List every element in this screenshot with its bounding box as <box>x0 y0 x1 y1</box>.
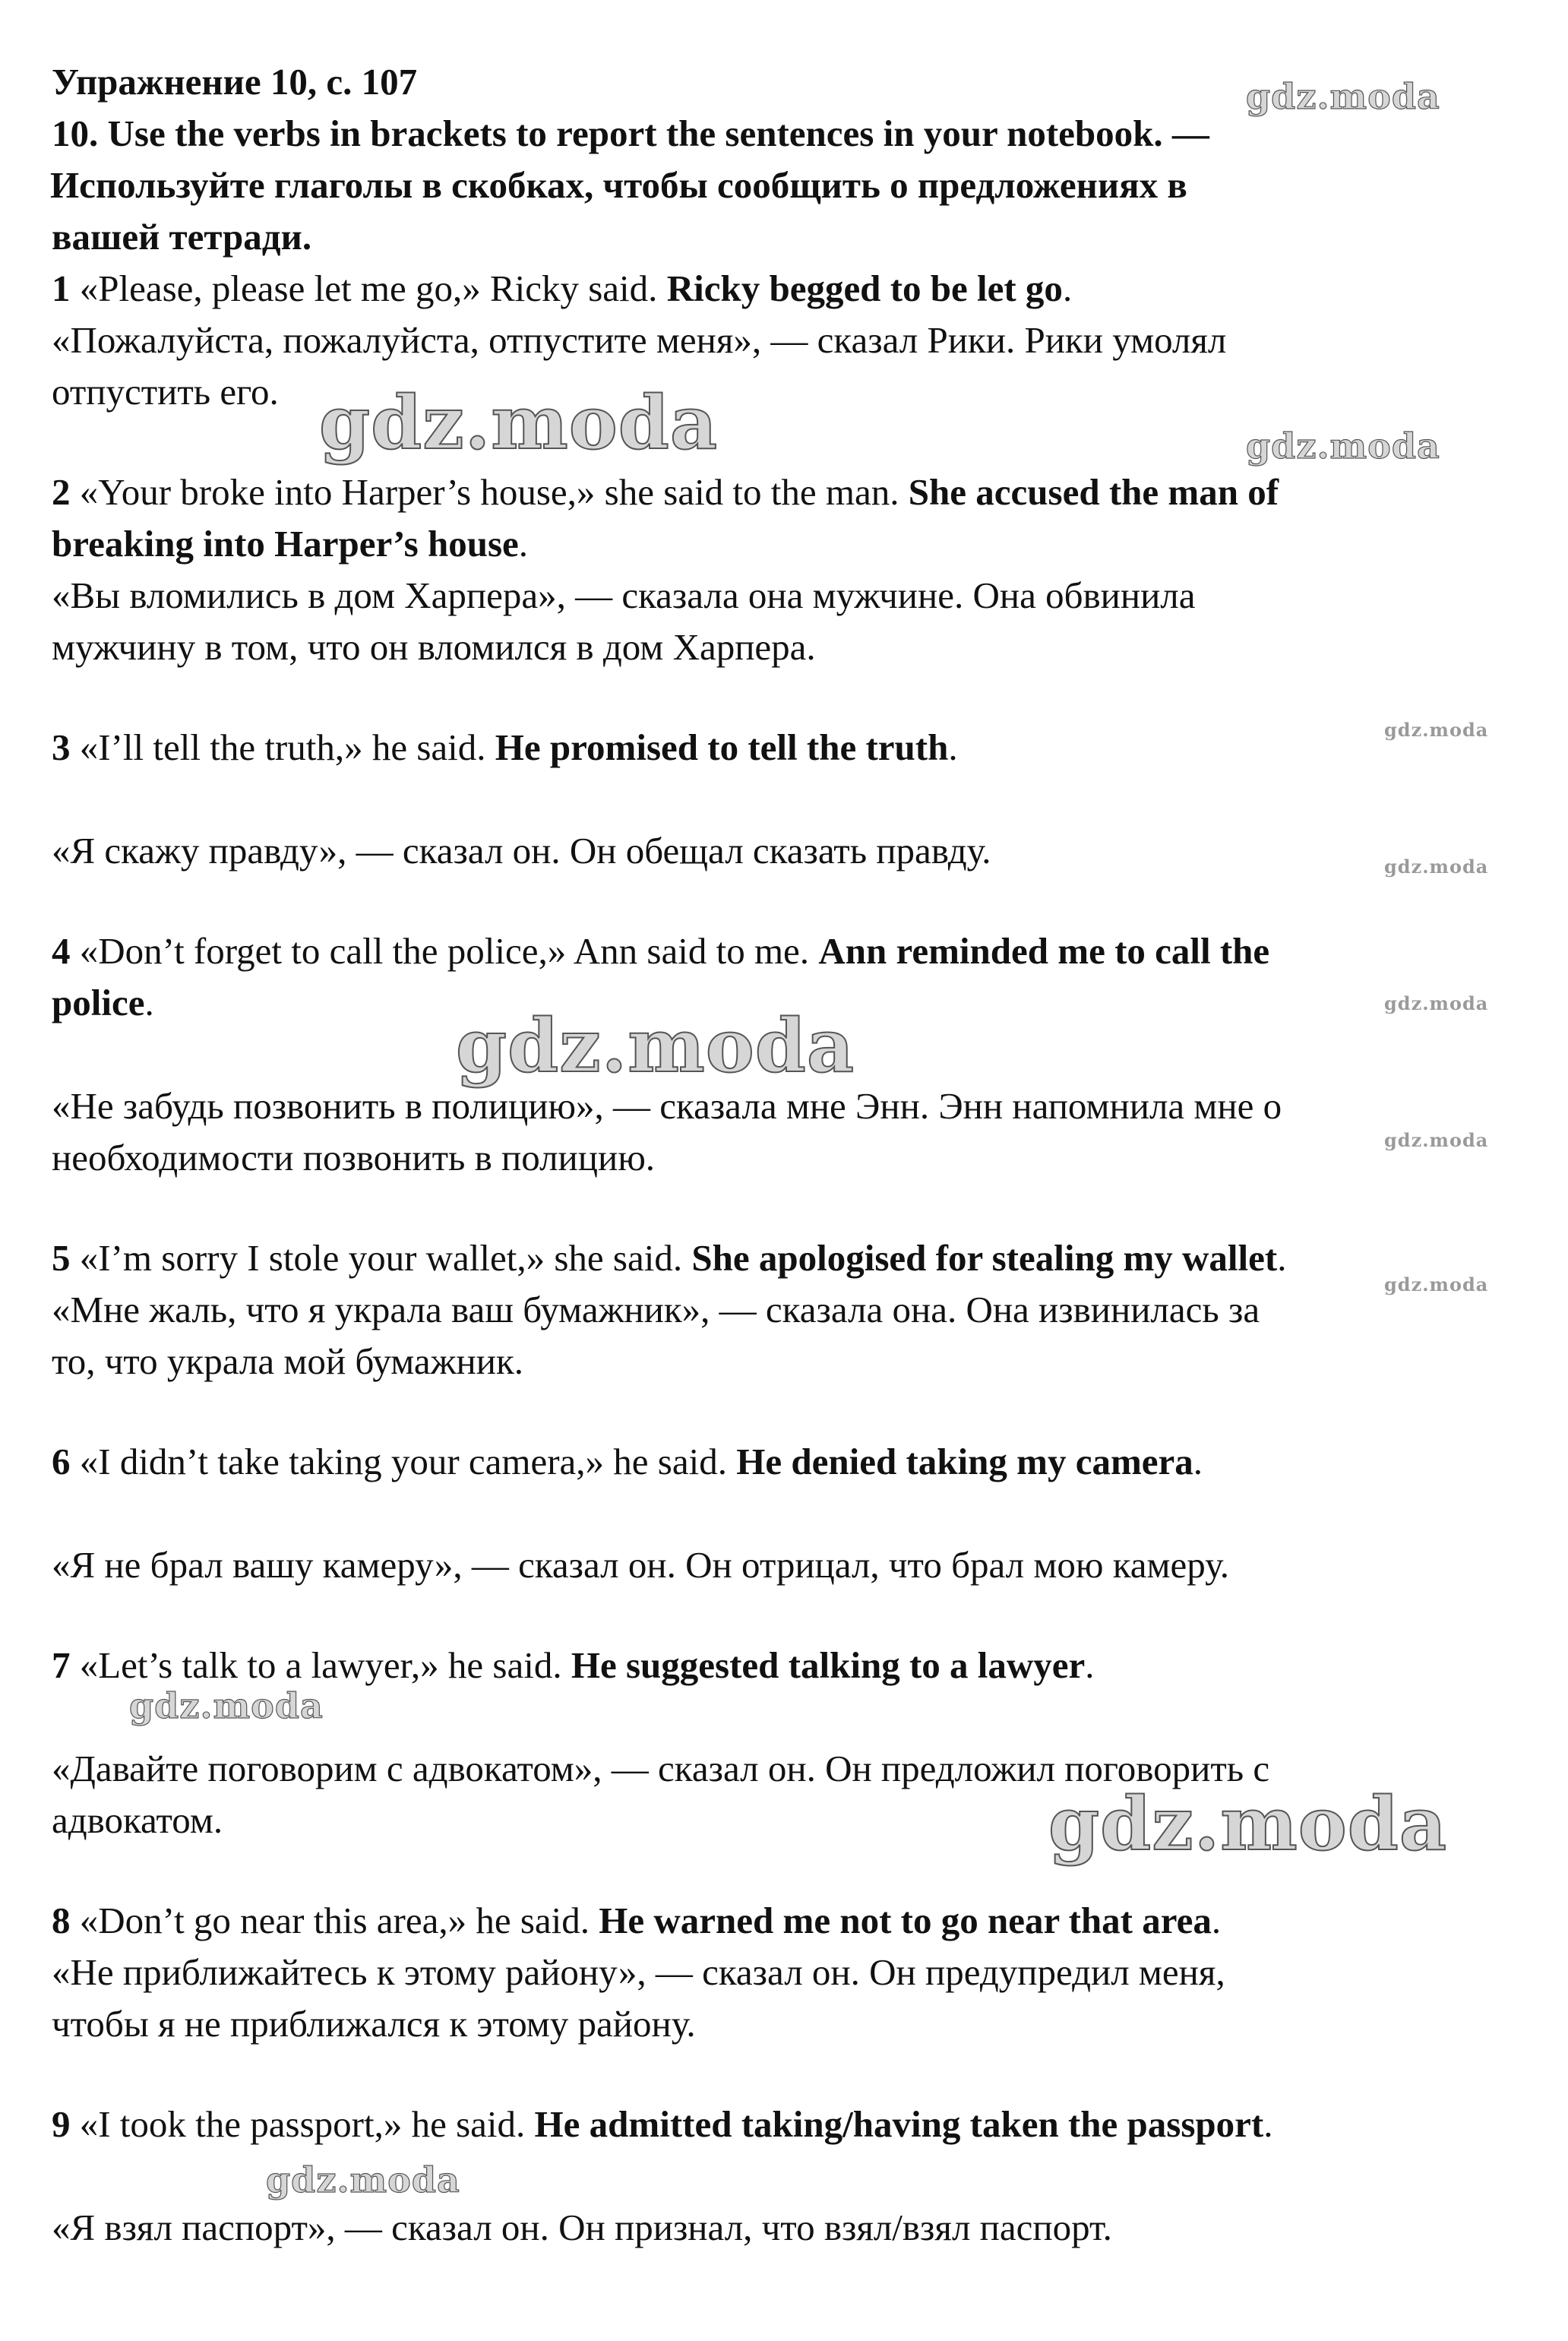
item-quote: «Your broke into Harper’s house,» she said to the man. <box>70 471 909 513</box>
item-answer: He warned me not to go near that area <box>599 1900 1212 1941</box>
watermark: gdz.moda <box>1246 76 1440 117</box>
watermark: gdz.moda <box>266 2159 460 2200</box>
item-quote: «I didn’t take taking your camera,» he said. <box>70 1441 737 1482</box>
item-quote: «I’ll tell the truth,» he said. <box>70 726 495 768</box>
item-4-english-line-2: police. <box>52 982 154 1023</box>
item-answer: Ann reminded me to call the <box>818 930 1270 972</box>
watermark: gdz.moda <box>456 1003 855 1089</box>
item-1-english: 1 «Please, please let me go,» Ricky said. Ricky begged to be let go. <box>52 267 1073 309</box>
watermark: gdz.moda <box>319 380 719 466</box>
item-2-english-line-2: breaking into Harper’s house. <box>52 523 529 565</box>
item-1-russian-line-2: отпустить его. <box>52 371 279 413</box>
item-answer: She apologised for stealing my wallet <box>691 1237 1278 1279</box>
item-quote: «Please, please let me go,» Ricky said. <box>70 267 667 309</box>
item-3-russian-line-1: «Я скажу правду», — сказал он. Он обещал сказать правду. <box>52 830 991 872</box>
watermark: gdz.moda <box>1384 1129 1489 1151</box>
item-number: 8 <box>52 1900 71 1941</box>
item-1-russian-line-1: «Пожалуйста, пожалуйста, отпустите меня», — сказал Рики. Рики умолял <box>52 319 1227 361</box>
item-quote: «I’m sorry I stole your wallet,» she said. <box>70 1237 692 1279</box>
task-line-2: Используйте глаголы в скобках, чтобы сообщить о предложениях в <box>50 164 1187 206</box>
item-8-russian-line-1: «Не приближайтесь к этому району», — сказал он. Он предупредил меня, <box>52 1951 1225 1993</box>
item-quote: «Don’t forget to call the police,» Ann said to me. <box>70 930 819 972</box>
task-line-1: 10. Use the verbs in brackets to report the sentences in your notebook. — <box>52 112 1209 154</box>
item-quote: «I took the passport,» he said. <box>70 2103 535 2145</box>
item-number: 1 <box>52 267 71 309</box>
item-answer: He promised to tell the truth <box>495 726 949 768</box>
item-answer: Ricky begged to be let go <box>666 267 1063 309</box>
item-6-russian-line-1: «Я не брал вашу камеру», — сказал он. Он отрицал, что брал мою камеру. <box>52 1544 1230 1586</box>
watermark: gdz.moda <box>1384 719 1489 741</box>
item-answer: He suggested talking to a lawyer <box>571 1644 1086 1686</box>
item-6-english: 6 «I didn’t take taking your camera,» he said. He denied taking my camera. <box>52 1441 1203 1482</box>
task-line-3: вашей тетради. <box>52 216 312 258</box>
item-quote: «Let’s talk to a lawyer,» he said. <box>70 1644 571 1686</box>
item-8-russian-line-2: чтобы я не приближался к этому району. <box>52 2003 696 2045</box>
item-number: 4 <box>52 930 71 972</box>
item-9-russian-line-1: «Я взял паспорт», — сказал он. Он признал, что взял/взял паспорт. <box>52 2207 1112 2248</box>
item-5-russian-line-1: «Мне жаль, что я украла ваш бумажник», — сказала она. Она извинилась за <box>52 1289 1260 1330</box>
item-number: 6 <box>52 1441 71 1482</box>
item-answer-cont: breaking into Harper’s house <box>52 523 519 565</box>
item-9-english: 9 «I took the passport,» he said. He admitted taking/having taken the passport. <box>52 2103 1273 2145</box>
item-5-english: 5 «I’m sorry I stole your wallet,» she said. She apologised for stealing my wallet. <box>52 1237 1287 1279</box>
item-2-english <box>52 470 1279 515</box>
item-4-english <box>52 928 1269 974</box>
item-number: 5 <box>52 1237 71 1279</box>
item-8-english: 8 «Don’t go near this area,» he said. He warned me not to go near that area. <box>52 1900 1222 1941</box>
item-3-english: 3 «I’ll tell the truth,» he said. He promised to tell the truth. <box>52 726 958 768</box>
item-quote: «Don’t go near this area,» he said. <box>70 1900 599 1941</box>
item-5-russian-line-2: то, что украла мой бумажник. <box>52 1340 524 1382</box>
watermark: gdz.moda <box>1384 992 1489 1014</box>
item-number: 7 <box>52 1644 71 1686</box>
item-number: 3 <box>52 726 71 768</box>
item-answer-cont: police <box>52 982 145 1023</box>
watermark: gdz.moda <box>1384 856 1489 878</box>
item-answer: She accused the man of <box>908 471 1279 513</box>
item-2-russian-line-1: «Вы вломились в дом Харпера», — сказала она мужчине. Она обвинила <box>52 574 1196 616</box>
item-answer: He admitted taking/having taken the passport <box>534 2103 1264 2145</box>
item-7-english: 7 «Let’s talk to a lawyer,» he said. He suggested talking to a lawyer. <box>52 1644 1095 1686</box>
watermark: gdz.moda <box>1246 425 1440 467</box>
item-4-russian-line-1: «Не забудь позвонить в полицию», — сказала мне Энн. Энн напомнила мне о <box>52 1085 1282 1127</box>
item-7-russian-line-2: адвокатом. <box>52 1799 223 1841</box>
item-2-russian-line-2: мужчину в том, что он вломился в дом Харпера. <box>52 626 816 668</box>
item-4-russian-line-2: необходимости позвонить в полицию. <box>52 1137 656 1178</box>
item-7-russian-line-1: «Давайте поговорим с адвокатом», — сказал он. Он предложил поговорить с <box>52 1748 1270 1789</box>
watermark: gdz.moda <box>129 1685 324 1726</box>
item-number: 2 <box>52 471 71 513</box>
exercise-title: Упражнение 10, с. 107 <box>52 61 418 103</box>
watermark: gdz.moda <box>1384 1273 1489 1295</box>
watermark: gdz.moda <box>1048 1781 1448 1867</box>
item-answer: He denied taking my camera <box>736 1441 1193 1482</box>
item-number: 9 <box>52 2103 71 2145</box>
